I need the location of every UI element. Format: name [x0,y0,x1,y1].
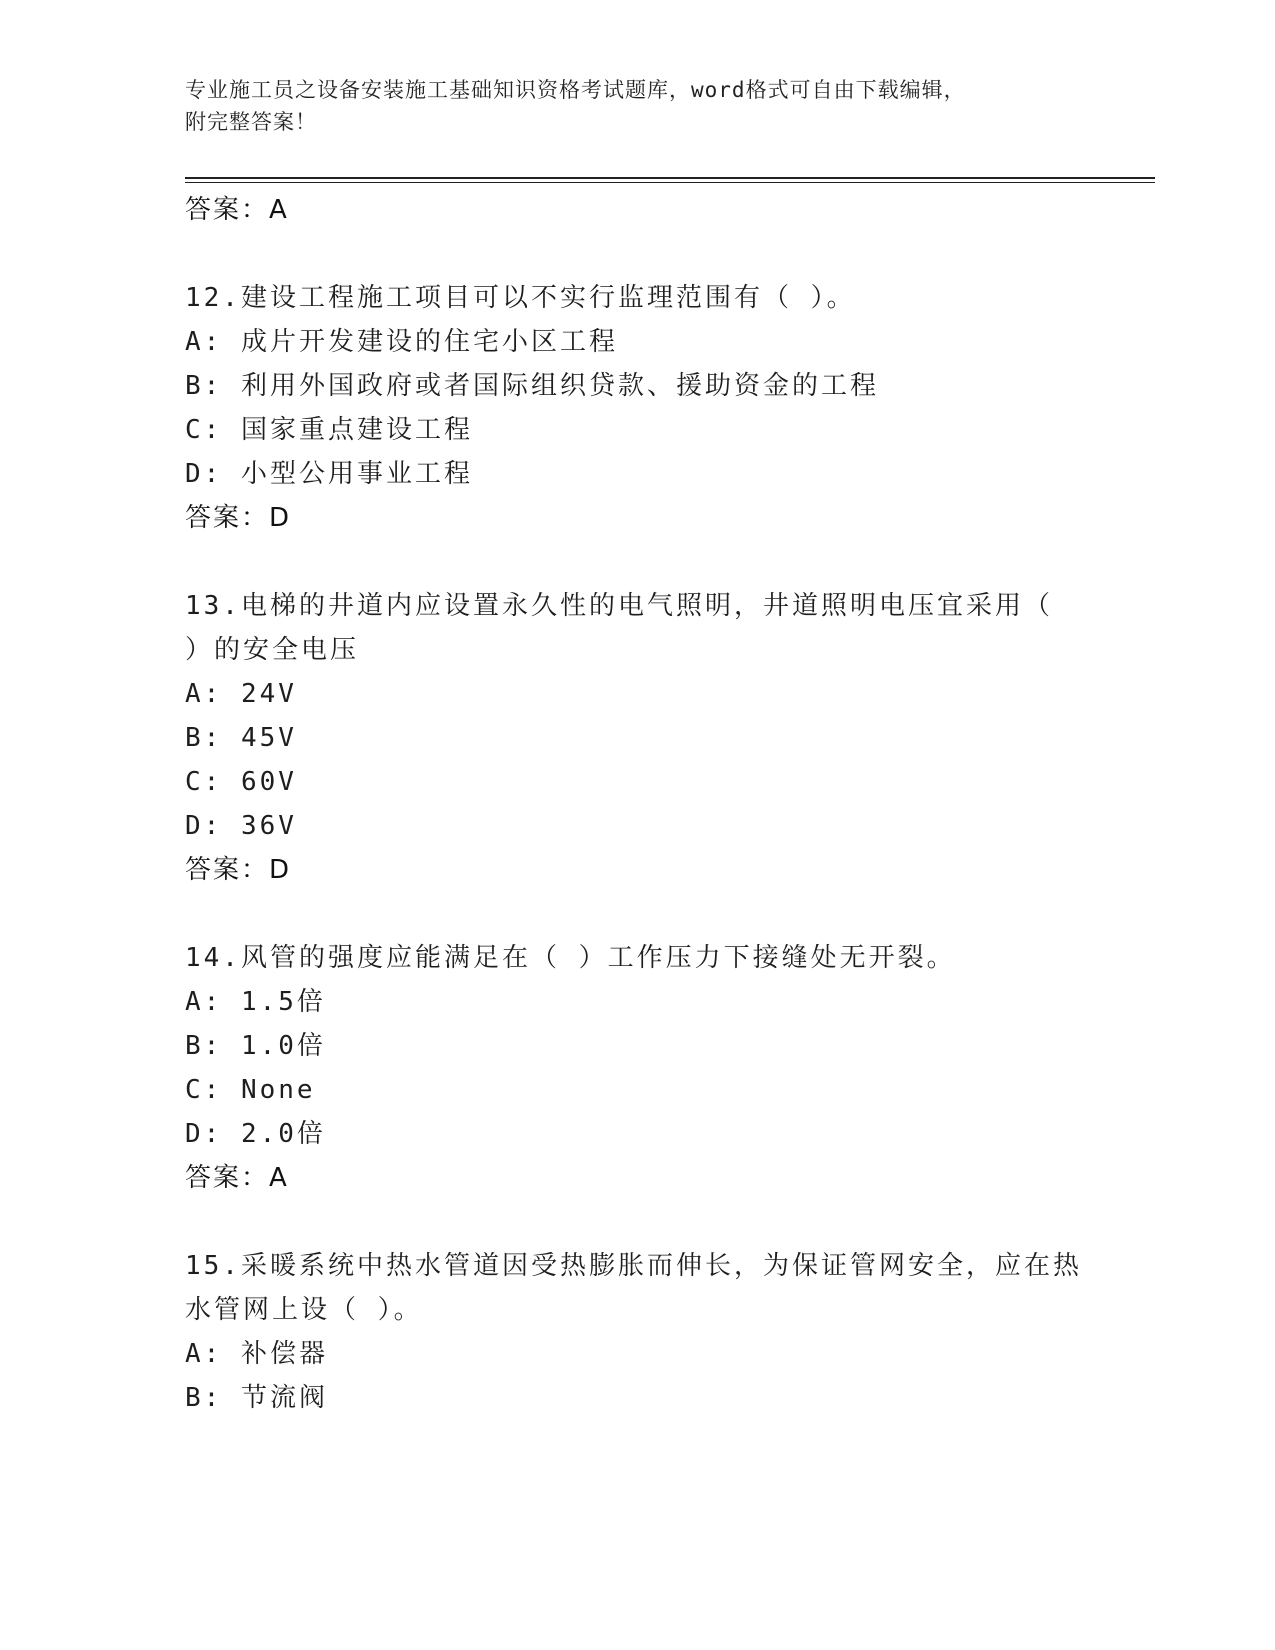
question-stem-continued: 水管网上设（ ）。 [185,1295,423,1325]
question-stem: 12.建设工程施工项目可以不实行监理范围有（ ）。 [185,283,856,313]
answer: 答案：A [185,1163,289,1193]
option-b: B: 利用外国政府或者国际组织贷款、援助资金的工程 [185,371,879,401]
option-c: C: 国家重点建设工程 [185,415,473,445]
question-stem: 13.电梯的井道内应设置永久性的电气照明，井道照明电压宜采用（ [185,591,1053,621]
option-d: D: 36V [185,811,297,841]
header-line-2: 附完整答案！ [185,110,317,134]
previous-answer: 答案：A [185,195,289,225]
question-stem-continued: ）的安全电压 [185,635,360,665]
option-a: A: 1.5倍 [185,987,326,1017]
answer: 答案：D [185,503,292,533]
header-line-1: 专业施工员之设备安装施工基础知识资格考试题库，word格式可自由下载编辑， [185,78,966,102]
spacer [185,232,1085,276]
question-item [185,936,1085,1200]
option-d: D: 2.0倍 [185,1119,326,1149]
spacer [185,892,1085,936]
question-stem: 14.风管的强度应能满足在（ ）工作压力下接缝处无开裂。 [185,943,956,973]
option-b: B: 1.0倍 [185,1031,326,1061]
document-header [185,74,1085,138]
header-divider-thick [185,177,1155,179]
option-b: B: 节流阀 [185,1383,328,1413]
option-c: C: None [185,1075,316,1105]
answer: 答案：D [185,855,292,885]
question-item [185,276,1085,540]
question-item [185,584,1085,892]
header-divider-thin [185,182,1155,183]
spacer [185,1200,1085,1244]
question-stem: 15.采暖系统中热水管道因受热膨胀而伸长，为保证管网安全，应在热 [185,1251,1082,1281]
option-a: A: 成片开发建设的住宅小区工程 [185,327,618,357]
option-c: C: 60V [185,767,297,797]
option-d: D: 小型公用事业工程 [185,459,473,489]
question-item [185,1244,1085,1420]
question-list [185,188,1085,1420]
option-a: A: 24V [185,679,297,709]
option-b: B: 45V [185,723,297,753]
spacer [185,540,1085,584]
option-a: A: 补偿器 [185,1339,328,1369]
